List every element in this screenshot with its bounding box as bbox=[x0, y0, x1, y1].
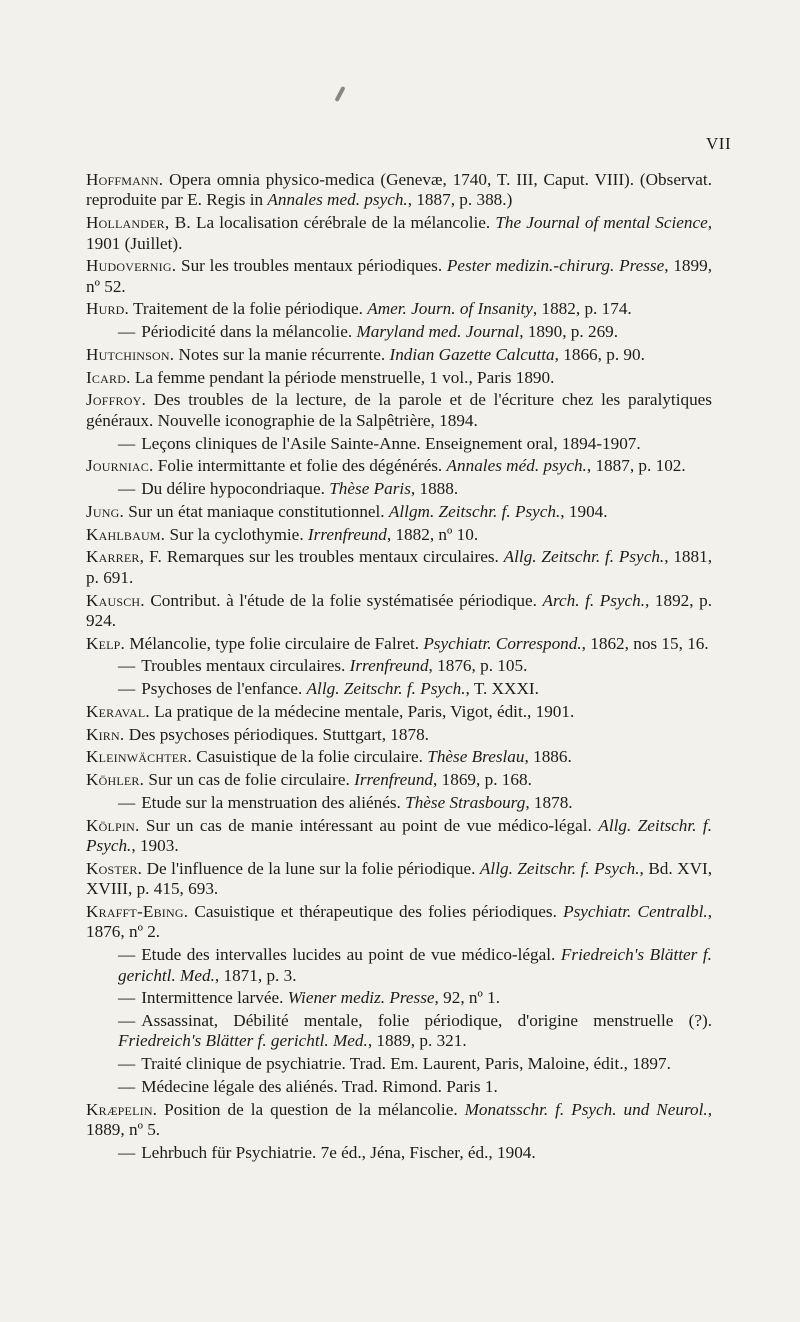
bibliography-entry bbox=[86, 902, 712, 943]
entry-journal: Allg. Zeitschr. f. Psych. bbox=[86, 815, 712, 856]
entry-text: Opera omnia physico-medica (Genevæ, 1740, T. III, Caput. VIII). (Observat. reproduite par E. Regis in bbox=[86, 170, 712, 210]
entry-author: Kirn. bbox=[86, 724, 125, 744]
entry-author: Icard. bbox=[86, 367, 131, 387]
entry-author: Keraval. bbox=[86, 701, 150, 721]
entry-text: La femme pendant la période menstruelle, 1 vol., Paris 1890. bbox=[130, 367, 555, 387]
entry-author: Hutchinson. bbox=[86, 344, 175, 364]
entry-author: Jung. bbox=[86, 501, 124, 521]
bibliography-entry bbox=[86, 479, 712, 499]
entry-text: Assassinat, Débilité mentale, folie périodique, d'origine menstruelle (?). bbox=[141, 1011, 712, 1031]
entry-text: De l'influence de la lune sur la folie périodique. bbox=[142, 858, 480, 878]
entry-details: , 1866, p. 90. bbox=[554, 344, 645, 364]
entry-journal: Thèse Paris bbox=[329, 479, 411, 499]
bibliography-entry bbox=[86, 1011, 712, 1052]
entry-details: , T. XXXI. bbox=[465, 679, 539, 699]
entry-author: Kausch. bbox=[86, 590, 145, 610]
entry-text: Périodicité dans la mélancolie. bbox=[141, 322, 357, 342]
continuation-dash: — bbox=[118, 945, 136, 965]
entry-journal: Annales med. psych. bbox=[267, 190, 408, 210]
entry-text: Sur un état maniaque constitutionnel. bbox=[123, 501, 389, 521]
bibliography-entry bbox=[86, 859, 712, 900]
bibliography-entry bbox=[86, 591, 712, 632]
entry-details: , 1887, p. 102. bbox=[586, 456, 686, 476]
entry-text: Etude des intervalles lucides au point de vue médico-légal. bbox=[141, 945, 561, 965]
entry-author: Köhler. bbox=[86, 770, 145, 790]
page-number: VII bbox=[706, 134, 732, 153]
entry-details: , 1882, nº 10. bbox=[386, 524, 479, 544]
continuation-dash: — bbox=[118, 1076, 136, 1096]
continuation-dash: — bbox=[118, 656, 136, 676]
bibliography-entry bbox=[86, 793, 712, 813]
bibliography-entry bbox=[86, 725, 712, 745]
entry-text: Sur la cyclothymie. bbox=[165, 524, 308, 544]
entry-details: , 1886. bbox=[524, 747, 572, 767]
bibliography-entry bbox=[86, 702, 712, 722]
entry-text: Folie intermittante et folie des dégénérés. bbox=[153, 456, 447, 476]
entry-text: Médecine légale des aliénés. Trad. Rimond. Paris 1. bbox=[141, 1076, 498, 1096]
bibliography-entry bbox=[86, 1100, 712, 1141]
bibliography-entry bbox=[86, 988, 712, 1008]
entry-journal: Irrenfreund bbox=[354, 770, 434, 790]
bibliography-entry bbox=[86, 368, 712, 388]
entry-text: Remarques sur les troubles mentaux circulaires. bbox=[162, 547, 504, 567]
bibliography-entry bbox=[86, 816, 712, 857]
continuation-dash: — bbox=[118, 1011, 136, 1031]
entry-journal: Irrenfreund bbox=[349, 656, 429, 676]
entry-journal: Allg. Zeitschr. f. Psych. bbox=[503, 547, 665, 567]
continuation-dash: — bbox=[118, 1142, 136, 1162]
entry-journal: Indian Gazette Calcutta bbox=[389, 344, 555, 364]
entry-text: Etude sur la menstruation des aliénés. bbox=[141, 792, 406, 812]
entry-author: Kelp. bbox=[86, 633, 126, 653]
ink-speck bbox=[334, 86, 345, 102]
bibliography-entry bbox=[86, 1054, 712, 1074]
bibliography-entry bbox=[86, 945, 712, 986]
entry-details: , 1876, nº 2. bbox=[86, 902, 712, 942]
entry-details: , 1892, p. 924. bbox=[86, 590, 712, 630]
bibliography-entry bbox=[86, 547, 712, 588]
entry-text: La pratique de la médecine mentale, Paris, Vigot, édit., 1901. bbox=[149, 701, 575, 721]
bibliography-entry bbox=[86, 1077, 712, 1097]
bibliography-entry bbox=[86, 345, 712, 365]
continuation-dash: — bbox=[118, 322, 136, 342]
entry-author: Kölpin. bbox=[86, 815, 140, 835]
bibliography-entry bbox=[86, 390, 712, 431]
continuation-dash: — bbox=[118, 1054, 136, 1074]
entry-details: , 1889, nº 5. bbox=[86, 1099, 712, 1140]
continuation-dash: — bbox=[118, 792, 136, 812]
bibliography-entry bbox=[86, 322, 712, 342]
entry-text: Des troubles de la lecture, de la parole et de l'écriture chez les paralytiques généraux. Nouvelle iconographie de la Salpêtrière, 1894. bbox=[86, 390, 712, 430]
entry-journal: Annales méd. psych. bbox=[446, 456, 587, 476]
entry-journal: Arch. f. Psych. bbox=[542, 590, 646, 610]
entry-text: Sur un cas de folie circulaire. bbox=[144, 770, 355, 790]
bibliography-entry bbox=[86, 299, 712, 319]
bibliography-entry bbox=[86, 770, 712, 790]
entry-journal: Friedreich's Blätter f. gerichtl. Med. bbox=[118, 945, 712, 985]
entry-author: Karrer, F. bbox=[86, 547, 163, 567]
entry-details: , 1888. bbox=[410, 479, 459, 499]
entry-journal: Psychiatr. Correspond. bbox=[423, 633, 582, 653]
bibliography-entry bbox=[86, 256, 712, 297]
entry-details: , 1871, p. 3. bbox=[214, 965, 297, 985]
bibliography-entry bbox=[86, 679, 712, 699]
entry-details: , Bd. XVI, XVIII, p. 415, 693. bbox=[86, 858, 713, 899]
entry-text: Casuistique de la folie circulaire. bbox=[191, 747, 428, 767]
bibliography-entry bbox=[86, 456, 712, 476]
entry-details: , 1901 (Juillet). bbox=[86, 213, 713, 253]
bibliography-entry bbox=[86, 170, 712, 211]
entry-journal: Thèse Breslau bbox=[427, 747, 525, 767]
entry-details: , 1887, p. 388.) bbox=[407, 190, 513, 210]
entry-text: Contribut. à l'étude de la folie systématisée périodique. bbox=[144, 590, 543, 610]
entry-text: Psychoses de l'enfance. bbox=[141, 679, 307, 699]
entry-details: , 1899, nº 52. bbox=[86, 256, 713, 296]
entry-text: Du délire hypocondriaque. bbox=[141, 479, 330, 499]
entry-text: Traité clinique de psychiatrie. Trad. Em. Laurent, Paris, Maloine, édit., 1897. bbox=[141, 1054, 671, 1074]
entry-details: , 1904. bbox=[560, 501, 608, 521]
entry-author: Joffroy. bbox=[86, 390, 146, 410]
entry-text: Casuistique et thérapeutique des folies périodiques. bbox=[188, 902, 564, 921]
entry-details: , 92, nº 1. bbox=[434, 988, 501, 1008]
entry-author: Hoffmann. bbox=[86, 170, 164, 189]
entry-details: , 1869, p. 168. bbox=[433, 770, 532, 790]
entry-text: Lehrbuch für Psychiatrie. 7e éd., Jéna, Fischer, éd., 1904. bbox=[141, 1142, 536, 1162]
bibliography-entry bbox=[86, 525, 712, 545]
entry-text: La localisation cérébrale de la mélancolie. bbox=[190, 213, 496, 233]
bibliography-entry bbox=[86, 502, 712, 522]
entry-author: Hurd. bbox=[86, 299, 130, 319]
entry-journal: Psychiatr. Centralbl. bbox=[563, 902, 708, 921]
entry-text: Troubles mentaux circulaires. bbox=[141, 656, 350, 676]
entry-text: Sur les troubles mentaux périodiques. bbox=[176, 256, 447, 276]
entry-journal: Allg. Zeitschr. f. Psych. bbox=[306, 679, 466, 699]
entry-journal: Wiener mediz. Presse bbox=[287, 988, 435, 1008]
entry-text: Des psychoses périodiques. Stuttgart, 1878. bbox=[124, 724, 429, 744]
entry-text: Intermittence larvée. bbox=[141, 988, 288, 1008]
entry-details: , 1878. bbox=[525, 792, 573, 812]
entry-text: Notes sur la manie récurrente. bbox=[174, 344, 390, 364]
entry-details: , 1890, p. 269. bbox=[519, 322, 619, 342]
entry-author: Journiac. bbox=[86, 456, 154, 476]
entry-author: Koster. bbox=[86, 858, 143, 878]
entry-details: , 1903. bbox=[131, 836, 179, 856]
entry-journal: Thèse Strasbourg bbox=[405, 792, 526, 812]
bibliography-entry bbox=[86, 656, 712, 676]
entry-details: , 1889, p. 321. bbox=[367, 1031, 467, 1051]
entry-details: , 1862, nos 15, 16. bbox=[581, 633, 709, 653]
entry-journal: Monatsschr. f. Psych. und Neurol. bbox=[464, 1099, 708, 1119]
entry-author: Hollander, B. bbox=[86, 213, 191, 233]
entry-text: Mélancolie, type folie circulaire de Falret. bbox=[125, 633, 424, 653]
entry-journal: Pester medizin.-chirurg. Presse bbox=[446, 256, 665, 276]
entry-journal: Allgm. Zeitschr. f. Psych. bbox=[388, 501, 561, 521]
entry-journal: Irrenfreund bbox=[307, 524, 387, 544]
entry-details: , 1882, p. 174. bbox=[532, 299, 632, 319]
entry-journal: The Journal of mental Science bbox=[495, 213, 708, 233]
entry-text: Position de la question de la mélancolie. bbox=[157, 1099, 465, 1119]
entry-journal: Maryland med. Journal bbox=[356, 322, 520, 342]
continuation-dash: — bbox=[118, 679, 136, 699]
entry-author: Kræpelin. bbox=[86, 1099, 158, 1119]
entry-author: Krafft-Ebing. bbox=[86, 902, 189, 921]
entry-text: Traitement de la folie périodique. bbox=[129, 299, 368, 319]
entry-journal: Friedreich's Blätter f. gerichtl. Med. bbox=[118, 1031, 368, 1051]
bibliography-entry bbox=[86, 747, 712, 767]
continuation-dash: — bbox=[118, 433, 136, 453]
entry-text: Sur un cas de manie intéressant au point de vue médico-légal. bbox=[139, 815, 599, 835]
entry-text: Leçons cliniques de l'Asile Sainte-Anne. Enseignement oral, 1894-1907. bbox=[141, 433, 641, 453]
entry-journal: Allg. Zeitschr. f. Psych. bbox=[479, 858, 640, 878]
bibliography-list bbox=[86, 170, 712, 1166]
bibliography-entry bbox=[86, 213, 712, 254]
bibliography-entry bbox=[86, 634, 712, 654]
entry-author: Kahlbaum. bbox=[86, 524, 166, 544]
bibliography-entry bbox=[86, 1143, 712, 1163]
bibliography-entry bbox=[86, 434, 712, 454]
entry-details: , 1876, p. 105. bbox=[428, 656, 528, 676]
entry-author: Kleinwächter. bbox=[86, 747, 192, 767]
continuation-dash: — bbox=[118, 988, 136, 1008]
entry-journal: Amer. Journ. of Insanity bbox=[367, 299, 533, 319]
entry-author: Hudovernig. bbox=[86, 256, 177, 276]
entry-details: , 1881, p. 691. bbox=[86, 547, 713, 587]
continuation-dash: — bbox=[118, 479, 136, 499]
